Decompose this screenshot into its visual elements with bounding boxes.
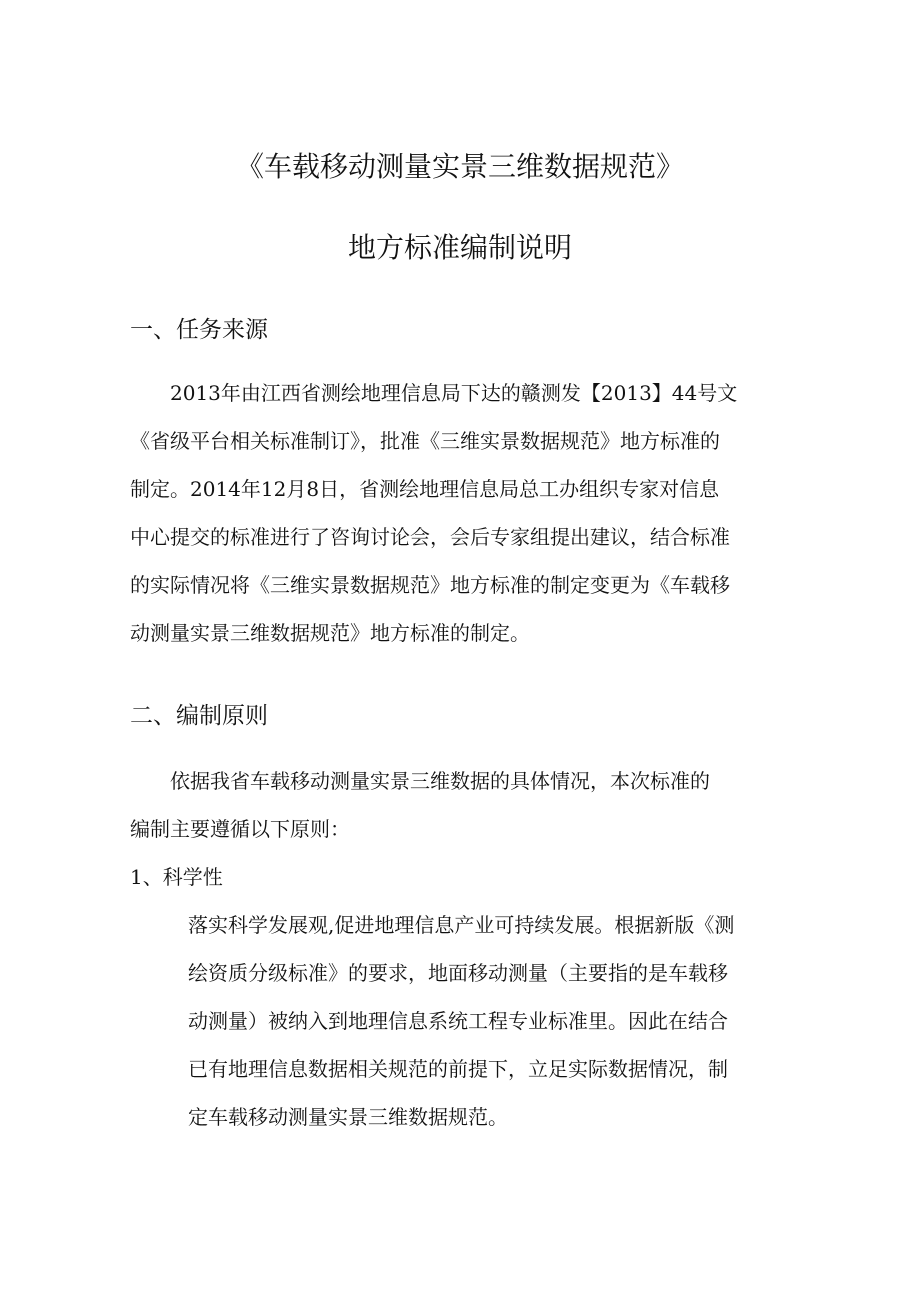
principle-item-label: 1、科学性 bbox=[130, 865, 223, 889]
paragraph-line: 动测量）被纳入到地理信息系统工程专业标准里。因此在结合 bbox=[188, 1009, 728, 1033]
paragraph-line: 依据我省车载移动测量实景三维数据的具体情况，本次标准的 bbox=[130, 769, 710, 793]
section-heading-principles: 二、编制原则 bbox=[130, 703, 268, 729]
paragraph-line: 2013年由江西省测绘地理信息局下达的赣测发【2013】44号文 bbox=[130, 381, 738, 405]
paragraph-line: 已有地理信息数据相关规范的前提下，立足实际数据情况，制 bbox=[188, 1057, 728, 1081]
document-title: 《车载移动测量实景三维数据规范》 bbox=[235, 150, 684, 183]
paragraph-line: 绘资质分级标准》的要求，地面移动测量（主要指的是车载移 bbox=[188, 961, 728, 985]
document-subtitle: 地方标准编制说明 bbox=[347, 231, 572, 264]
paragraph-line: 《省级平台相关标准制订》，批准《三维实景数据规范》地方标准的 bbox=[130, 429, 720, 453]
principle-item-body bbox=[188, 901, 734, 1141]
section-heading-task-source: 一、任务来源 bbox=[130, 317, 268, 343]
section-task-source-body bbox=[130, 369, 737, 657]
paragraph-line: 落实科学发展观,促进地理信息产业可持续发展。根据新版《测 bbox=[188, 913, 735, 937]
paragraph-line: 动测量实景三维数据规范》地方标准的制定。 bbox=[130, 621, 530, 645]
paragraph-line: 制定。2014年12月8日，省测绘地理信息局总工办组织专家对信息 bbox=[130, 477, 720, 501]
paragraph-line: 的实际情况将《三维实景数据规范》地方标准的制定变更为《车载移 bbox=[130, 573, 730, 597]
section-principles-intro bbox=[130, 757, 710, 853]
paragraph-line: 编制主要遵循以下原则： bbox=[130, 817, 350, 841]
paragraph-line: 定车载移动测量实景三维数据规范。 bbox=[188, 1105, 508, 1129]
paragraph-line: 中心提交的标准进行了咨询讨论会，会后专家组提出建议，结合标准 bbox=[130, 525, 730, 549]
